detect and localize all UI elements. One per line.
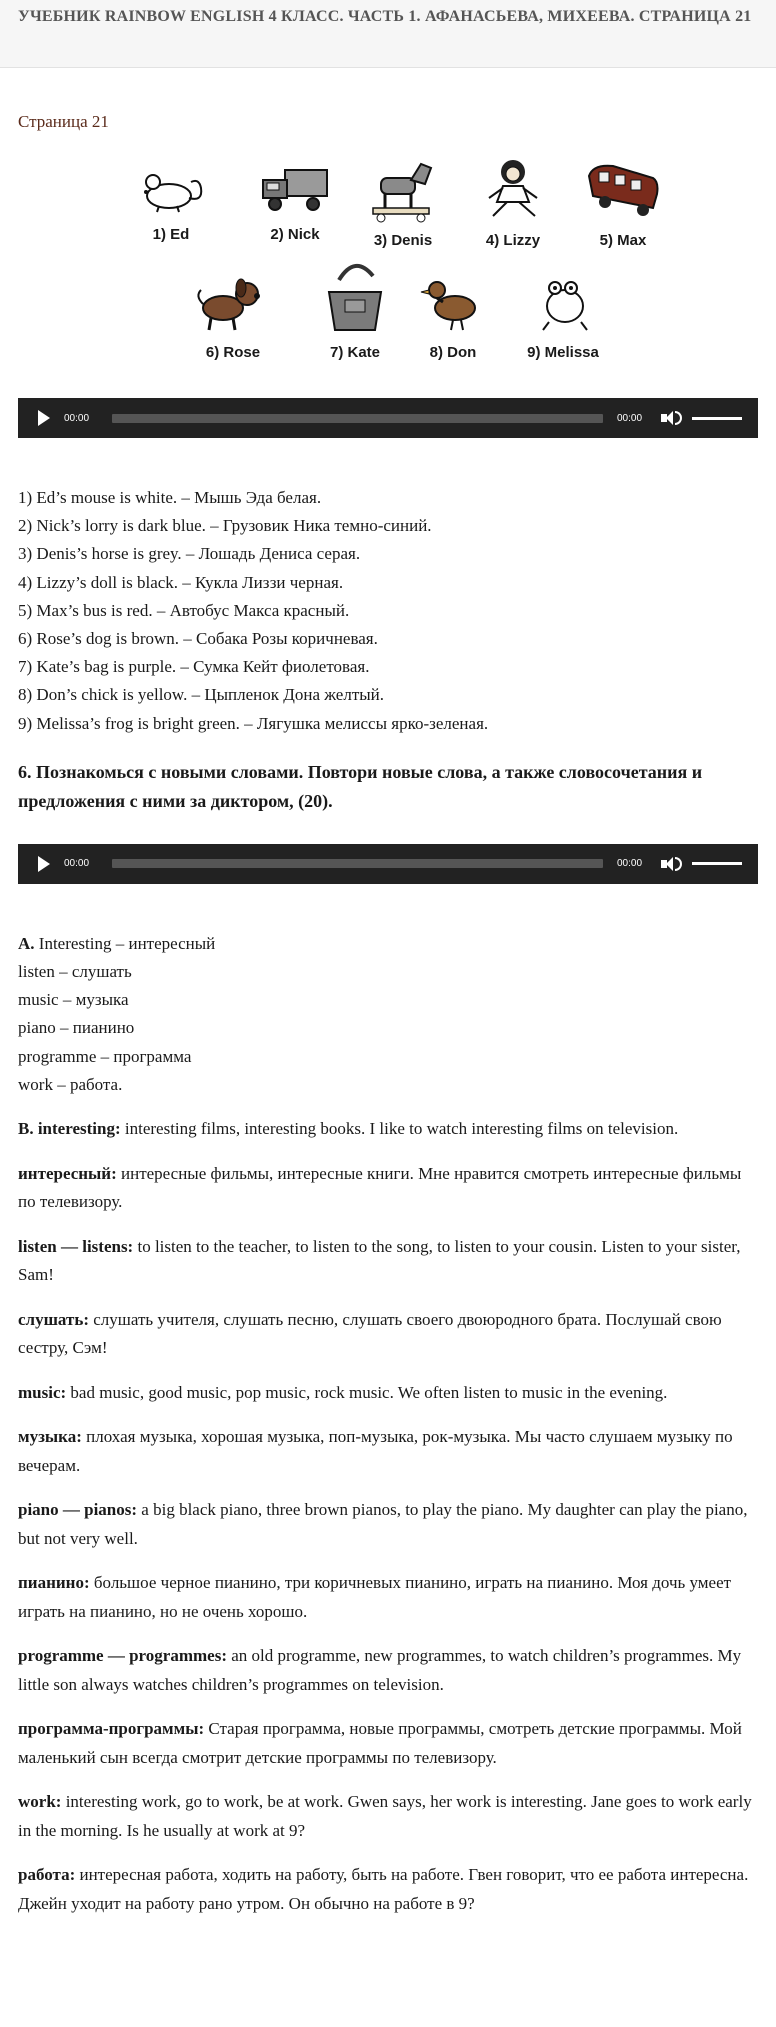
word-entry: Interesting – интересный [34,933,216,953]
bag-icon [315,260,395,336]
list-item: 4) Lizzy’s doll is black. – Кукла Лиззи черная. [18,572,344,592]
paragraph [18,1861,758,1918]
bus-icon [583,158,663,224]
term: музыка: [18,1427,82,1447]
volume-slider[interactable] [692,862,742,865]
progress-slider[interactable] [112,414,603,423]
paragraph [18,1569,758,1626]
term: пианино: [18,1573,90,1593]
paragraph [18,1642,758,1699]
definition: interesting work, go to work, be at work. Gwen says, her work is interesting. Jane goes to work early in the morning. Is he usually at work at 9? [18,1792,752,1840]
frog-icon [523,270,603,336]
definition: интересная работа, ходить на работу, быть на работе. Гвен говорит, что ее работа интересна. Джейн уходит на работу рано утром. Он обычно на работе в 9? [18,1865,749,1913]
paragraph [18,1423,758,1480]
list-item: 2) Nick’s lorry is dark blue. – Грузовик Ника темно-синий. [18,516,432,536]
definition: большое черное пианино, три коричневых пианино, играть на пианино. Моя дочь умеет играть на пианино, но не очень хорошо. [18,1573,732,1621]
list-item: 9) Melissa’s frog is bright green. – Лягушка мелиссы ярко-зеленая. [18,713,489,733]
duration-time: 00:00 [617,412,643,424]
list-item: piano – пианино [18,1018,135,1038]
picture-melissa [508,270,618,361]
list-item: music – музыка [18,990,129,1010]
paragraph [18,1379,758,1408]
definition: плохая музыка, хорошая музыка, поп-музыка, рок-музыка. Мы часто слушаем музыку по вечерам. [18,1427,733,1475]
term: B. interesting: [18,1119,121,1139]
picture-max [568,158,678,249]
duration-time: 00:00 [617,858,643,870]
picture-ed [116,158,226,243]
list-item: programme – программа [18,1046,192,1066]
list-item: 6) Rose’s dog is brown. – Собака Розы коричневая. [18,629,378,649]
picture-caption: 4) Lizzy [485,232,541,249]
list-item: 5) Max’s bus is red. – Автобус Макса красный. [18,600,350,620]
volume-icon[interactable] [661,857,682,871]
main-content [0,112,776,1918]
picture-caption: 5) Max [599,232,647,249]
term: работа: [18,1865,76,1885]
term: интересный: [18,1163,117,1183]
play-icon[interactable] [38,856,50,872]
term: work: [18,1792,62,1812]
paragraph-list [18,1115,758,1918]
picture-lizzy [458,158,568,249]
current-time: 00:00 [64,858,90,870]
picture-don [398,270,508,361]
definition: to listen to the teacher, to listen to the song, to listen to your cousin. Listen to your sister, Sam! [18,1236,741,1285]
list-item: work – работа. [18,1074,123,1094]
paragraph [18,1233,758,1290]
current-time: 00:00 [64,412,90,424]
list-item: listen – слушать [18,962,132,982]
term: programme — programmes: [18,1646,227,1666]
definition: интересные фильмы, интересные книги. Мне нравится смотреть интересные фильмы по телевизору. [18,1163,742,1212]
term: piano — pianos: [18,1500,138,1520]
paragraph [18,1496,758,1553]
picture-caption: 3) Denis [373,232,433,249]
paragraph [18,1788,758,1845]
term: программа-программы: [18,1719,205,1739]
volume-slider[interactable] [692,417,742,420]
doll-icon [473,158,553,224]
list-item: 7) Kate’s bag is purple. – Сумка Кейт фиолетовая. [18,657,370,677]
lorry-icon [255,158,335,218]
list-item: 8) Don’s chick is yellow. – Цыпленок Дона желтый. [18,685,385,705]
chick-icon [413,270,493,336]
page-label: Страница 21 [18,112,109,131]
page-header [0,0,776,68]
term: слушать: [18,1309,89,1329]
page-title: УЧЕБНИК RAINBOW ENGLISH 4 КЛАСС. ЧАСТЬ 1. АФАНАСЬЕВА, МИХЕЕВА. СТРАНИЦА 21 [18,8,752,25]
dog-icon [193,270,273,336]
paragraph [18,1160,758,1217]
play-icon[interactable] [38,410,50,426]
definition: an old programme, new programmes, to watch children’s programmes. My little son always watches children’s programmes on television. [18,1646,742,1694]
progress-slider[interactable] [112,859,603,868]
picture-caption: 7) Kate [329,344,381,361]
task-heading: 6. Познакомься с новыми словами. Повтори новые слова, а также словосочетания и предложения с ними за диктором, (20). [18,761,703,811]
word-list [18,930,758,1099]
picture-grid [18,158,758,376]
picture-caption: 8) Don [429,344,477,361]
paragraph [18,1715,758,1772]
picture-caption: 2) Nick [270,226,320,243]
picture-caption: 6) Rose [205,344,261,361]
picture-rose [178,270,288,361]
picture-caption: 9) Melissa [527,344,599,361]
mouse-icon [131,158,211,218]
definition: Старая программа, новые программы, смотреть детские программы. Мой маленький сын всегда смотрит детские программы по телевизору. [18,1719,742,1767]
list-item: 3) Denis’s horse is grey. – Лошадь Дениса серая. [18,544,361,564]
horse-icon [363,158,443,224]
picture-denis [348,158,458,249]
definition: interesting films, interesting books. I like to watch interesting films on television. [120,1119,679,1139]
list-item: 1) Ed’s mouse is white. – Мышь Эда белая. [18,488,322,507]
definition: слушать учителя, слушать песню, слушать своего двоюродного брата. Послушай свою сестру, Сэм! [18,1309,722,1358]
volume-icon[interactable] [661,411,682,425]
paragraph [18,1306,758,1363]
picture-caption: 1) Ed [152,226,190,243]
definition: bad music, good music, pop music, rock music. We often listen to music in the evening. [66,1382,668,1402]
picture-nick [240,158,350,243]
list-item [18,930,758,958]
picture-kate [300,260,410,361]
section-label: A. [18,933,35,953]
sentence-list [18,484,758,738]
audio-player-1 [18,398,758,438]
paragraph [18,1115,758,1144]
definition: a big black piano, three brown pianos, to play the piano. My daughter can play the piano, but not very well. [18,1500,748,1548]
term: music: [18,1382,67,1402]
audio-player-2 [18,844,758,884]
term: listen — listens: [18,1236,134,1256]
